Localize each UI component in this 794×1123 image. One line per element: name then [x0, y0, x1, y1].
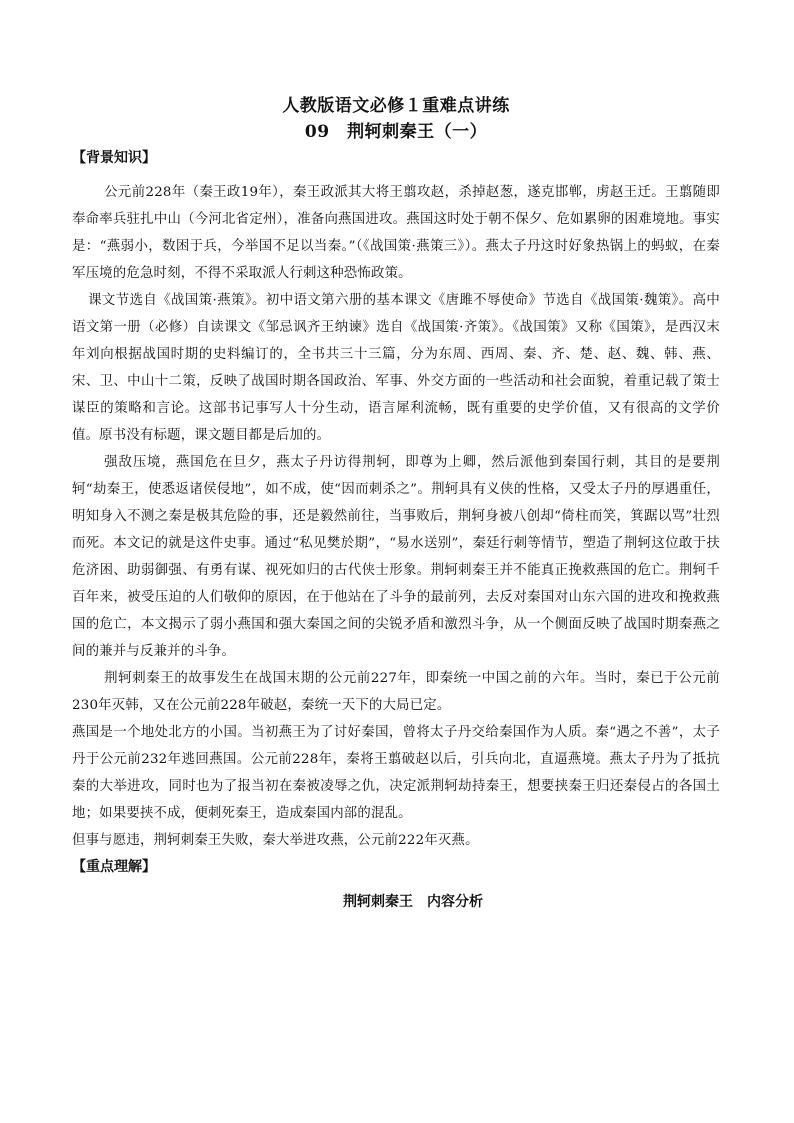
paragraph-background-5: 燕国是一个地处北方的小国。当初燕王为了讨好秦国，曾将太子丹交给秦国作为人质。秦“遇之不善”，太子丹于公元前232年逃回燕国。公元前228年，秦将王翦破赵以后，引兵向北，直逼燕境。燕太子丹为了抵抗秦的大举进攻，同时也为了报当初在秦被凌辱之仇，决定派荆轲劫持秦王，想要挟秦王归还秦侵占的各国土地；如果要挟不成，便刺死秦王，造成秦国内部的混乱。 [72, 725, 720, 821]
section-heading-focus: 【重点理解】 [72, 859, 156, 875]
section-heading-background: 【背景知识】 [72, 150, 156, 166]
document-subtitle: 09 荆轲刺秦王（一） [304, 122, 488, 142]
paragraph-background-6: 但事与愿违，荆轲刺秦王失败，秦大举进攻燕，公元前222年灭燕。 [72, 833, 479, 848]
paragraph-background-2: 课文节选自《战国策·燕策》。初中语文第六册的基本课文《唐雎不辱使命》节选自《战国策·魏策》。高中语文第一册（必修）自读课文《邹忌讽齐王纳谏》选自《战国策·齐策》。《战国策》又称《国策》，是西汉末年刘向根据战国时期的史料编订的，全书共三十三篇，分为东周、西周、秦、齐、楚、赵、魏、韩、燕、宋、卫、中山十二策，反映了战国时期各国政治、军事、外交方面的一些活动和社会面貌，着重记载了策士谋臣的策略和言论。这部书记事写人十分生动，语言犀利流畅，既有重要的史学价值，又有很高的文学价值。原书没有标题，课文题目都是后加的。 [72, 293, 720, 443]
paragraph-background-4: 荆轲刺秦王的故事发生在战国末期的公元前227年，即秦统一中国之前的六年。当时，秦已于公元前230年灭韩，又在公元前228年破赵，秦统一天下的大局已定。 [72, 671, 720, 713]
document-title: 人教版语文必修１重难点讲练 [282, 96, 510, 116]
paragraph-background-1: 公元前228年（秦王政19年），秦王政派其大将王翦攻赵，杀掉赵葱，遂克邯郸，虏赵王迁。王翦随即奉命率兵驻扎中山（今河北省定州），准备向燕国进攻。燕国这时处于朝不保夕、危如累卵的困难境地。事实是：“燕弱小，数困于兵，今举国不足以当秦。”（《战国策·燕策三》）。燕太子丹这时好象热锅上的蚂蚁，在秦军压境的危急时刻，不得不采取派人行刺这种恐怖政策。 [72, 185, 720, 281]
analysis-title: 荆轲刺秦王 内容分析 [343, 894, 483, 910]
paragraph-background-3: 强敌压境，燕国危在旦夕，燕太子丹访得荆轲，即尊为上卿，然后派他到秦国行刺，其目的是要荆轲“劫秦王，使悉返诸侯侵地”，如不成，使“因而刺杀之”。荆轲具有义侠的性格，又受太子丹的厚遇重任，明知身入不测之秦是极其危险的事，还是毅然前往，当事败后，荆轲身被八创却“倚柱而笑，箕踞以骂”壮烈而死。本文记的就是这件史事。通过“私见樊於期”，“易水送别”，秦廷行刺等情节，塑造了荆轲这位敢于扶危济困、助弱御强、有勇有谋、视死如归的古代侠士形象。荆轲刺秦王并不能真正挽救燕国的危亡。荆轲千百年来，被受压迫的人们敬仰的原因，在于他站在了斗争的最前列，去反对秦国对山东六国的进攻和挽救燕国的危亡，本文揭示了弱小燕国和强大秦国之间的尖锐矛盾和激烈斗争，从一个侧面反映了战国时期秦燕之间的兼并与反兼并的斗争。 [72, 455, 720, 659]
